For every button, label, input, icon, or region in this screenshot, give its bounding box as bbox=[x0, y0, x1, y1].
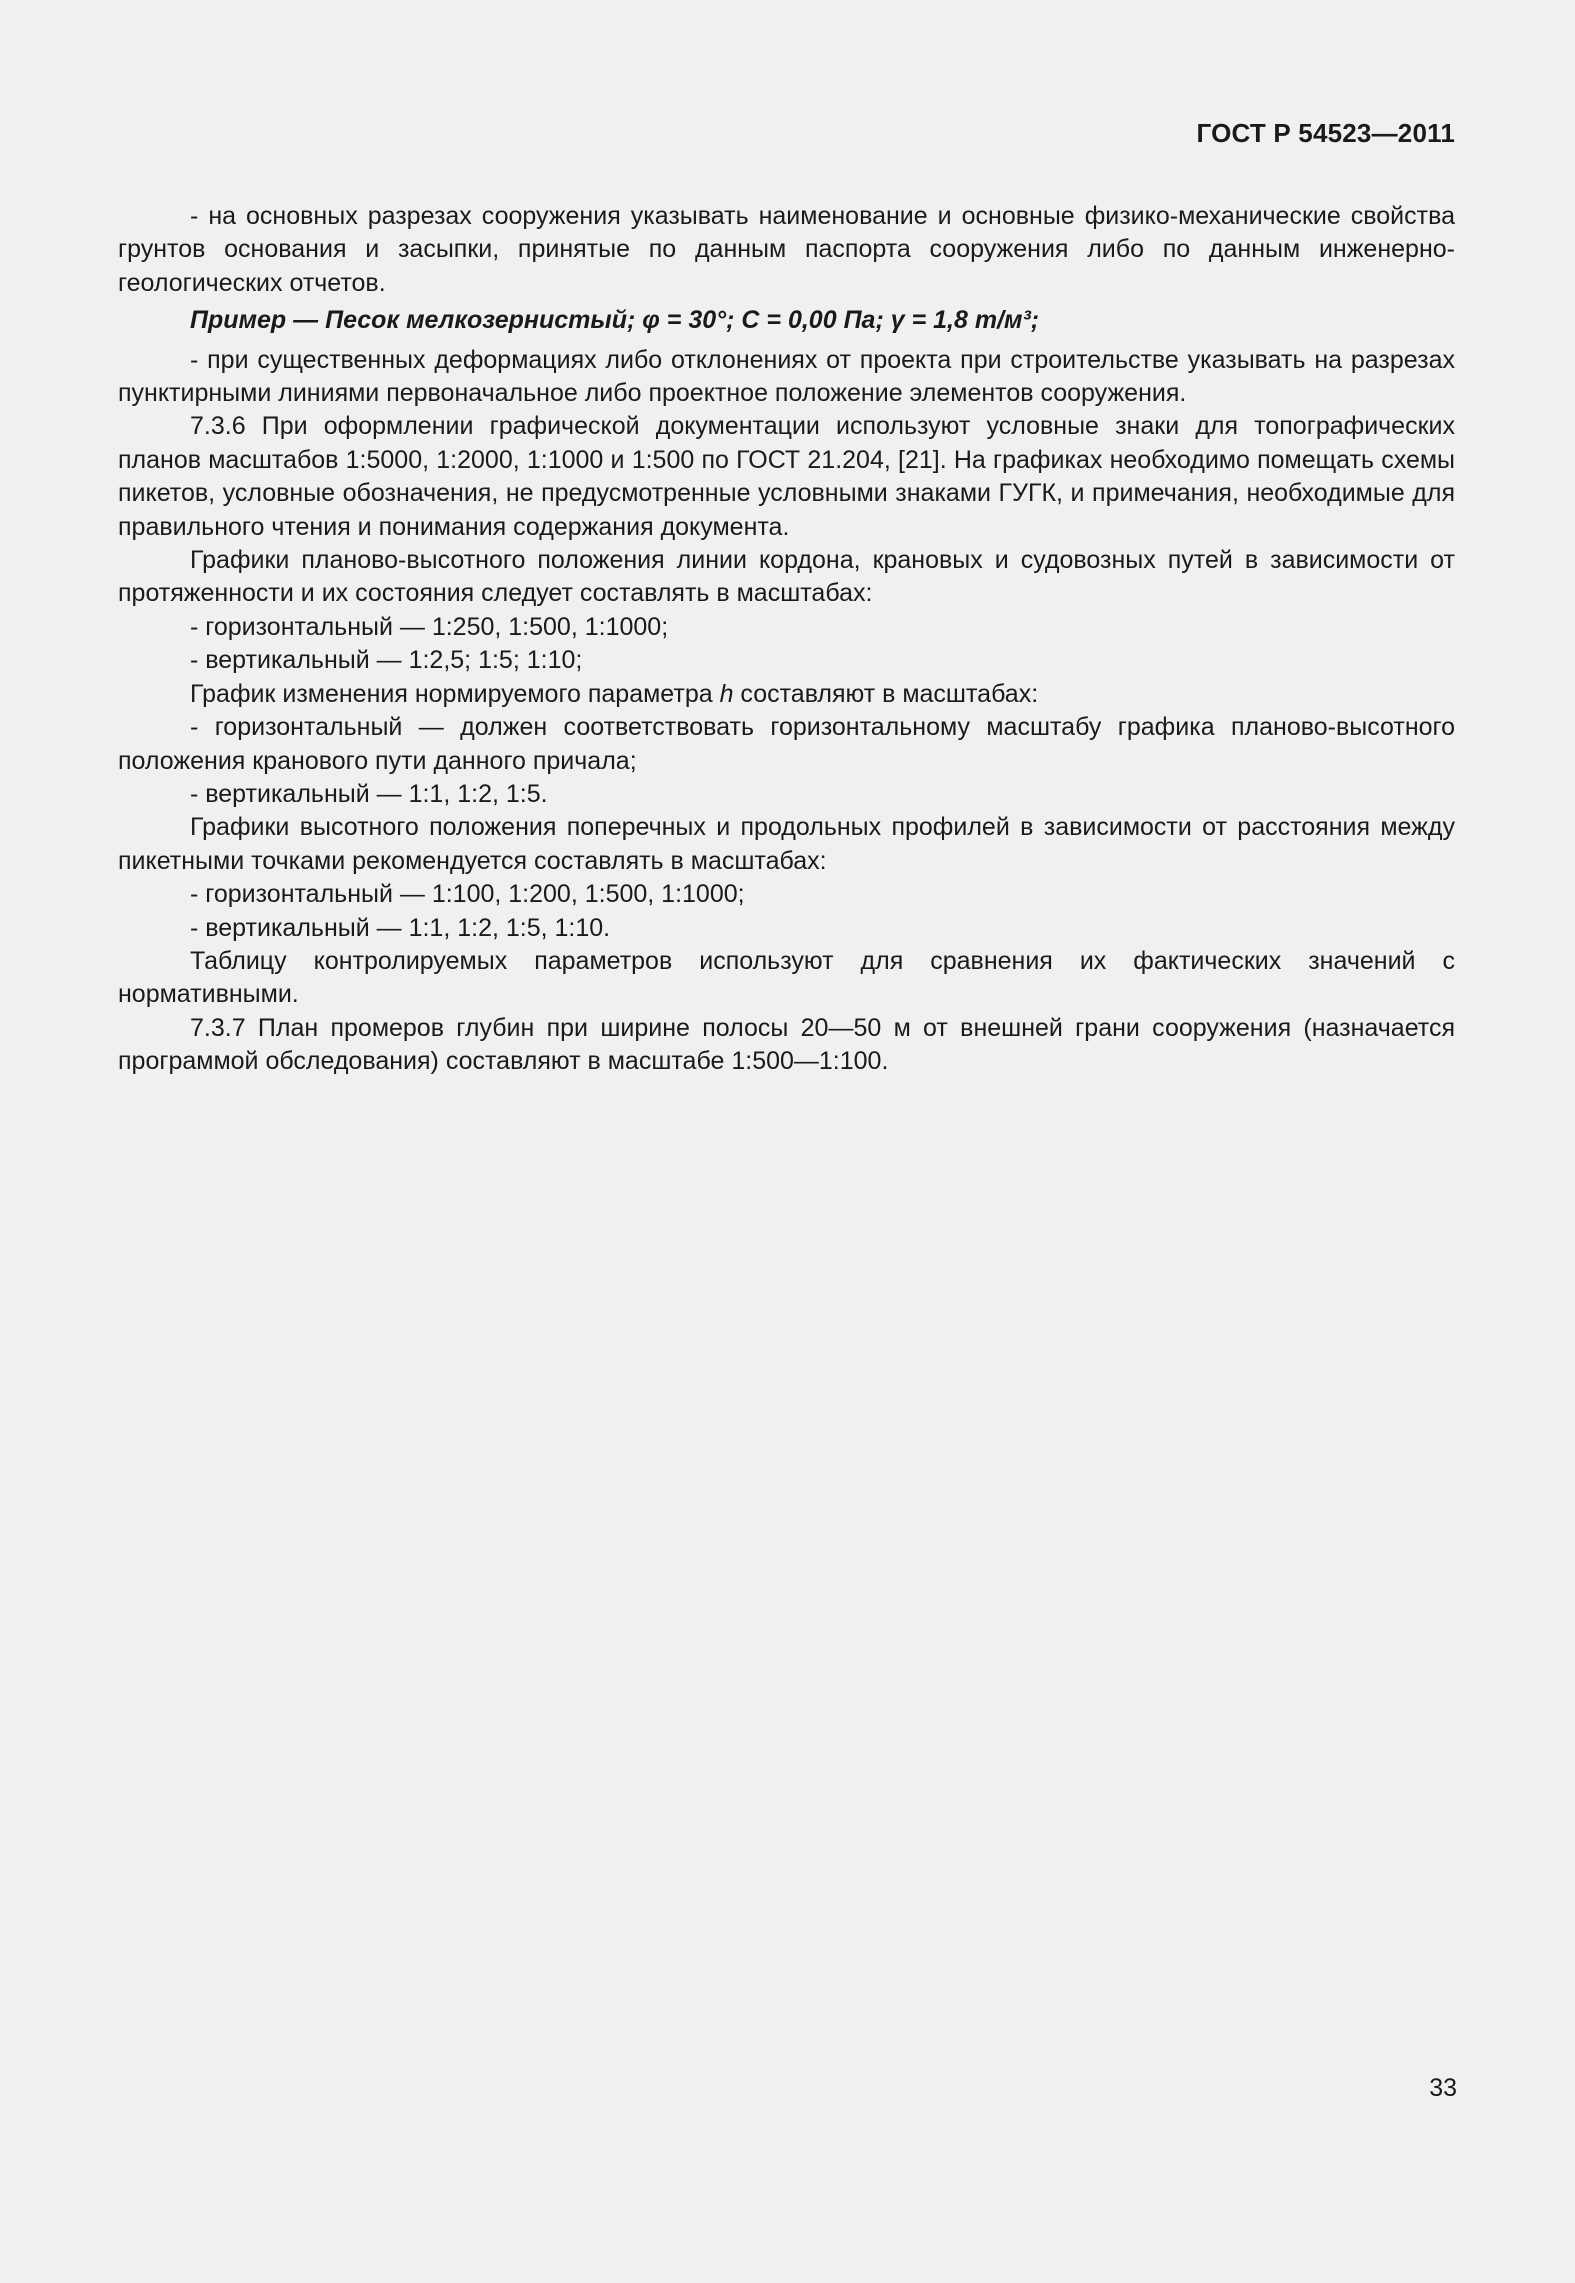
section-7-3-6: 7.3.6 При оформлении графической документации используют условные знаки для топографических планов масштабов 1:5000, 1:2000, 1:1000 и 1:500 по ГОСТ 21.204, [21]. На графиках необходимо помещать схемы пикетов, условные обозначения, не предусмотренные условными знаками ГУГК, и примечания, необходимые для правильного чтения и понимания содержания документа. bbox=[118, 412, 1455, 541]
paragraph: - на основных разрезах сооружения указывать наименование и основные физико-механические свойства грунтов основания и засыпки, принятые по данным паспорта сооружения либо по данным инженерно-геологических отчетов. bbox=[118, 202, 1455, 297]
section-7-3-7: 7.3.7 План промеров глубин при ширине полосы 20—50 м от внешней грани сооружения (назначается программой обследования) составляют в масштабе 1:500—1:100. bbox=[118, 1013, 1455, 1076]
paragraph: Графики планово-высотного положения линии кордона, крановых и судовозных путей в зависимости от протяженности и их состояния следует составлять в масштабах: bbox=[118, 546, 1455, 608]
paragraph bbox=[118, 678, 1455, 711]
paragraph: Таблицу контролируемых параметров используют для сравнения их фактических значений с нормативными. bbox=[118, 946, 1455, 1009]
list-item: - горизонтальный — должен соответствовать горизонтальному масштабу графика планово-высотного положения кранового пути данного причала; bbox=[118, 713, 1455, 775]
list-item: - вертикальный — 1:1, 1:2, 1:5. bbox=[190, 779, 548, 808]
document-header: ГОСТ Р 54523—2011 bbox=[1196, 118, 1455, 148]
list-item: - вертикальный — 1:2,5; 1:5; 1:10; bbox=[190, 646, 583, 675]
example-line: Пример — Песок мелкозернистый; φ = 30°; C = 0,00 Па; γ = 1,8 т/м³; bbox=[190, 306, 1040, 335]
list-item: - вертикальный — 1:1, 1:2, 1:5, 1:10. bbox=[190, 913, 611, 942]
paragraph: - при существенных деформациях либо отклонениях от проекта при строительстве указывать на разрезах пунктирными линиями первоначальное либо проектное положение элементов сооружения. bbox=[118, 345, 1455, 408]
paragraph: Графики высотного положения поперечных и продольных профилей в зависимости от расстояния между пикетными точками рекомендуется составлять в масштабах: bbox=[118, 813, 1455, 875]
page-number: 33 bbox=[1429, 2074, 1457, 2102]
list-item: - горизонтальный — 1:250, 1:500, 1:1000; bbox=[190, 612, 669, 641]
list-item: - горизонтальный — 1:100, 1:200, 1:500, 1:1000; bbox=[190, 880, 745, 909]
parameter-symbol: h bbox=[719, 679, 734, 708]
paragraph-text: составляют в масштабах: bbox=[733, 679, 1039, 708]
body-text bbox=[118, 200, 1455, 1079]
paragraph-text: График изменения нормируемого параметра bbox=[190, 679, 720, 708]
